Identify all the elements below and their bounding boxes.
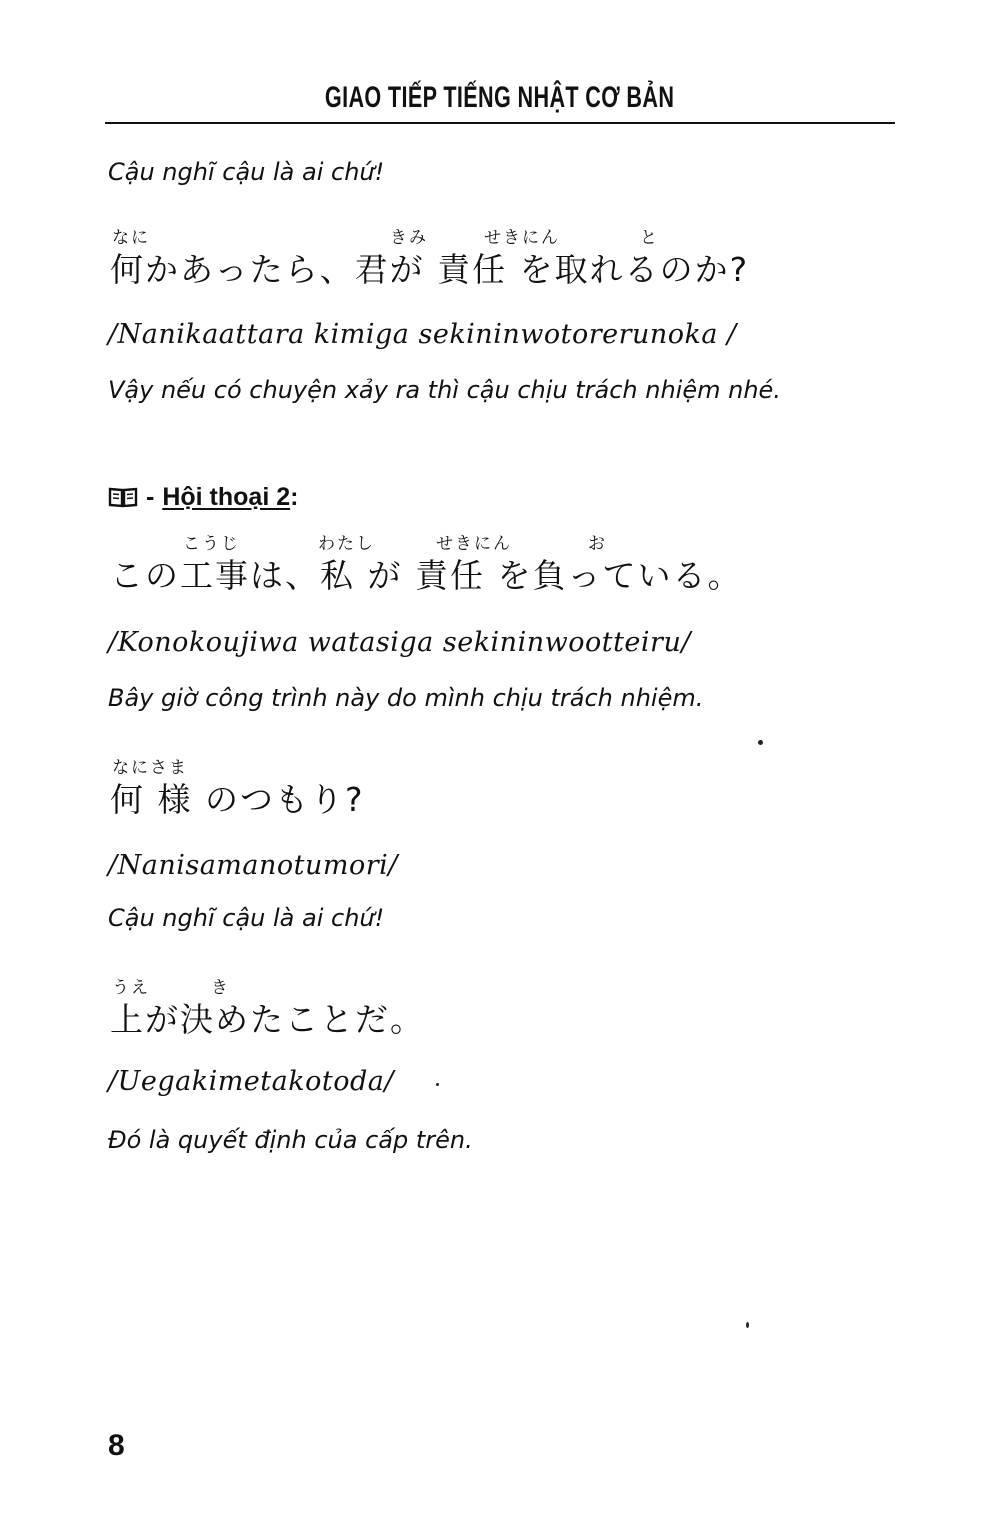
furigana: うえ	[112, 978, 150, 998]
japanese-text: この工事は、私 が 責任 を負っている。	[110, 556, 743, 595]
translation-line: Vậy nếu có chuyện xảy ra thì cậu chịu trách nhiệm nhé.	[108, 376, 781, 404]
furigana: なに	[112, 228, 150, 248]
furigana: せきにん	[484, 228, 560, 248]
section-label: Hội thoại 2	[162, 483, 291, 511]
section-suffix: :	[290, 483, 299, 511]
romaji-line: /Nanisamanotumori/	[108, 850, 398, 881]
furigana: お	[588, 534, 607, 554]
section-prefix: -	[146, 483, 155, 511]
page-header	[105, 78, 895, 124]
romaji-line: /Nanikaattara kimiga sekininwotorerunoka /	[108, 319, 737, 350]
section-heading	[108, 482, 298, 512]
page-number: 8	[108, 1429, 125, 1462]
translation-line: Cậu nghĩ cậu là ai chứ!	[108, 904, 385, 932]
furigana: と	[640, 228, 659, 248]
translation-line: Đó là quyết định của cấp trên.	[108, 1126, 473, 1154]
japanese-text: 上が決めたことだ。	[110, 1000, 425, 1039]
furigana: なにさま	[112, 758, 188, 778]
translation-line: Bây giờ công trình này do mình chịu trách nhiệm.	[108, 684, 704, 712]
japanese-text: 何かあったら、君が 責任 を取れるのか?	[110, 250, 750, 289]
romaji-line: /Konokoujiwa watasiga sekininwootteiru/	[108, 627, 691, 658]
furigana: こうじ	[183, 534, 240, 554]
print-speck	[746, 1322, 749, 1328]
furigana: き	[211, 978, 230, 998]
print-speck	[436, 1083, 439, 1086]
japanese-text: 何 様 のつもり?	[110, 780, 365, 819]
romaji-line: /Uegakimetakotoda/	[108, 1066, 394, 1097]
furigana: せきにん	[436, 534, 512, 554]
furigana: わたし	[318, 534, 375, 554]
open-book-icon	[108, 485, 138, 509]
translation-line: Cậu nghĩ cậu là ai chứ!	[108, 158, 385, 186]
furigana: きみ	[390, 228, 428, 248]
header-title: GIAO TIẾP TIẾNG NHẬT CƠ BẢN	[325, 81, 675, 114]
print-speck	[758, 740, 763, 745]
